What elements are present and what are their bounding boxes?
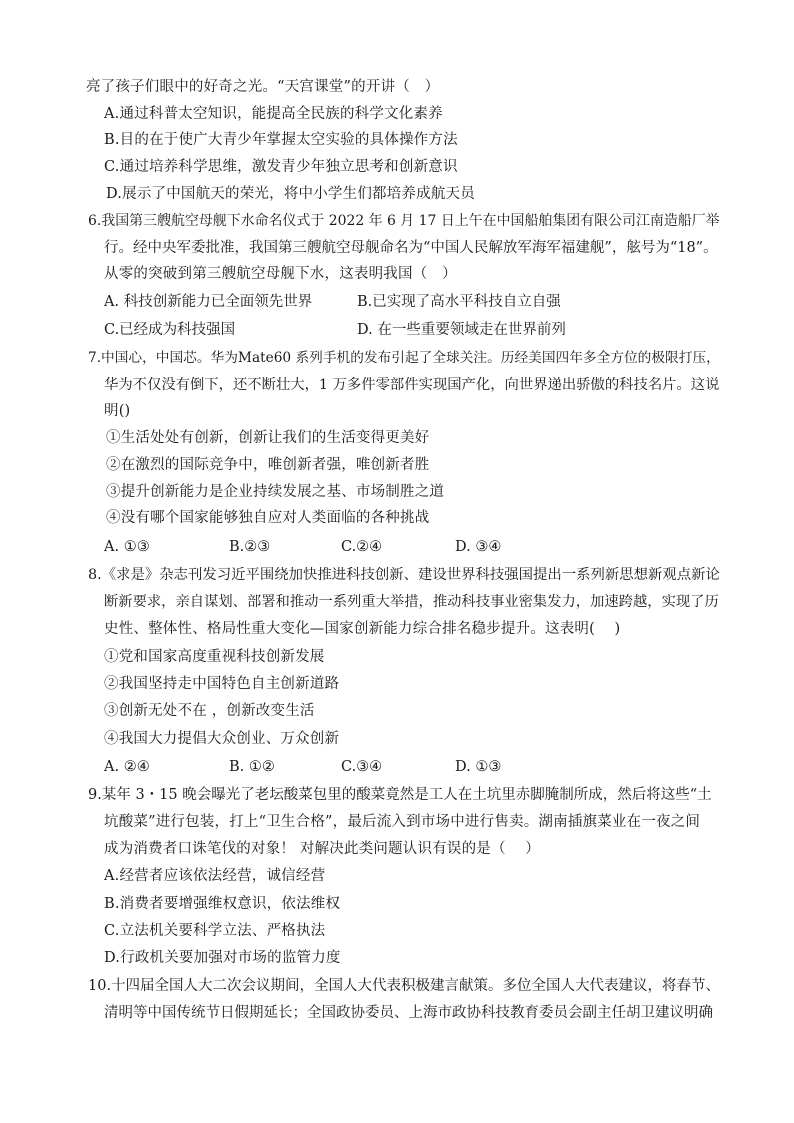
q10-stem-line-1: 10.十四届全国人大二次会议期间，全国人大代表积极建言献策。多位全国人大代表建议，将春节、 [88, 978, 721, 994]
q5-option-d: D.展示了中国航天的荣光，将中小学生们都培养成航天员 [106, 186, 475, 202]
q6-options-row-2 [0, 320, 794, 340]
q6-option-c: C.已经成为科技强国 [104, 322, 236, 338]
q9-option-a: A.经营者应该依法经营，诚信经营 [104, 868, 326, 884]
q8-option-c: C.③④ [341, 759, 383, 775]
q8-statement-3: ③创新无处不在 ，创新改变生活 [104, 703, 315, 719]
q7-statement-3: ③提升创新能力是企业持续发展之基、市场制胜之道 [106, 484, 445, 500]
q7-option-d: D. ③④ [455, 539, 502, 555]
q7-option-b: B.②③ [229, 539, 271, 555]
q7-stem-line-1: 7.中国心，中国芯。华为Mate60 系列手机的发布引起了全球关注。历经美国四年多全方位的极限打压， [88, 350, 720, 366]
q5-option-c: C.通过培养科学思维，激发青少年独立思考和创新意识 [104, 159, 458, 175]
q8-statement-1: ①党和国家高度重视科技创新发展 [104, 649, 325, 665]
q7-statement-2: ②在激烈的国际竞争中，唯创新者强，唯创新者胜 [106, 457, 430, 473]
q8-statement-2: ②我国坚持走中国特色自主创新道路 [104, 676, 340, 692]
q8-stem-line-2: 断新要求，亲自谋划、部署和推动一系列重大举措，推动科技事业密集发力，加速跨越，实现了历 [104, 594, 719, 610]
q8-stem-line-1: 8.《求是》杂志刊发习近平围绕加快推进科技创新、建设世界科技强国提出一系列新思想新观点新论 [88, 567, 720, 583]
q6-option-b: B.已实现了高水平科技自立自强 [357, 294, 561, 310]
q8-option-d: D. ①③ [455, 759, 502, 775]
q9-stem-line-3: 成为消费者口诛笔伐的对象！ 对解决此类问题认识有误的是（ ） [104, 841, 540, 857]
q9-option-c: C.立法机关要科学立法、严格执法 [104, 923, 326, 939]
q6-stem-line-2: 行。经中央军委批准，我国第三艘航空母舰命名为“中国人民解放军海军福建舰”，舷号为“18”。 [104, 240, 718, 256]
q6-option-d: D. 在一些重要领域走在世界前列 [357, 322, 566, 338]
q5-option-a: A.通过科普太空知识，能提高全民族的科学文化素养 [104, 106, 443, 122]
q9-stem-line-2: 坑酸菜”进行包装，打上“卫生合格”，最后流入到市场中进行售卖。湖南插旗菜业在一夜之间 [104, 814, 701, 830]
q8-options-row [0, 757, 794, 777]
q6-stem-line-1: 6.我国第三艘航空母舰下水命名仪式于 2022 年 6 月 17 日上午在中国船舶集团有限公司江南造船厂举 [88, 213, 720, 229]
q7-option-a: A. ①③ [104, 539, 150, 555]
q7-options-row [0, 537, 794, 557]
q6-option-a: A. 科技创新能力已全面领先世界 [104, 294, 313, 310]
q5-stem-tail: 亮了孩子们眼中的好奇之光。“天宫课堂”的开讲（ ） [86, 79, 440, 95]
q8-option-a: A. ②④ [104, 759, 150, 775]
q5-option-b: B.目的在于使广大青少年掌握太空实验的具体操作方法 [104, 132, 458, 148]
q10-stem-line-2: 清明等中国传统节日假期延长；全国政协委员、上海市政协科技教育委员会副主任胡卫建议明确 [104, 1005, 713, 1021]
q7-statement-1: ①生活处处有创新，创新让我们的生活变得更美好 [106, 430, 430, 446]
q9-option-d: D.行政机关要加强对市场的监管力度 [104, 950, 341, 966]
q6-stem-line-3: 从零的突破到第三艘航空母舰下水，这表明我国（ ） [104, 266, 457, 282]
q7-statement-4: ④没有哪个国家能够独自应对人类面临的各种挑战 [106, 510, 430, 526]
q9-stem-line-1: 9.某年 3・15 晚会曝光了老坛酸菜包里的酸菜竟然是工人在土坑里赤脚腌制所成，然后将这些“土 [88, 787, 712, 803]
q7-stem-line-3: 明() [104, 403, 131, 419]
q7-option-c: C.②④ [341, 539, 383, 555]
q7-stem-line-2: 华为不仅没有倒下，还不断壮大，1 万多件零部件实现国产化，向世界递出骄傲的科技名片。这说 [104, 377, 720, 393]
q8-option-b: B. ①② [229, 759, 275, 775]
q8-stem-line-3: 史性、整体性、格局性重大变化—国家创新能力综合排名稳步提升。这表明( ) [104, 621, 621, 637]
q6-options-row-1 [0, 292, 794, 312]
q9-option-b: B.消费者要增强维权意识，依法维权 [104, 896, 341, 912]
q8-statement-4: ④我国大力提倡大众创业、万众创新 [104, 731, 340, 747]
